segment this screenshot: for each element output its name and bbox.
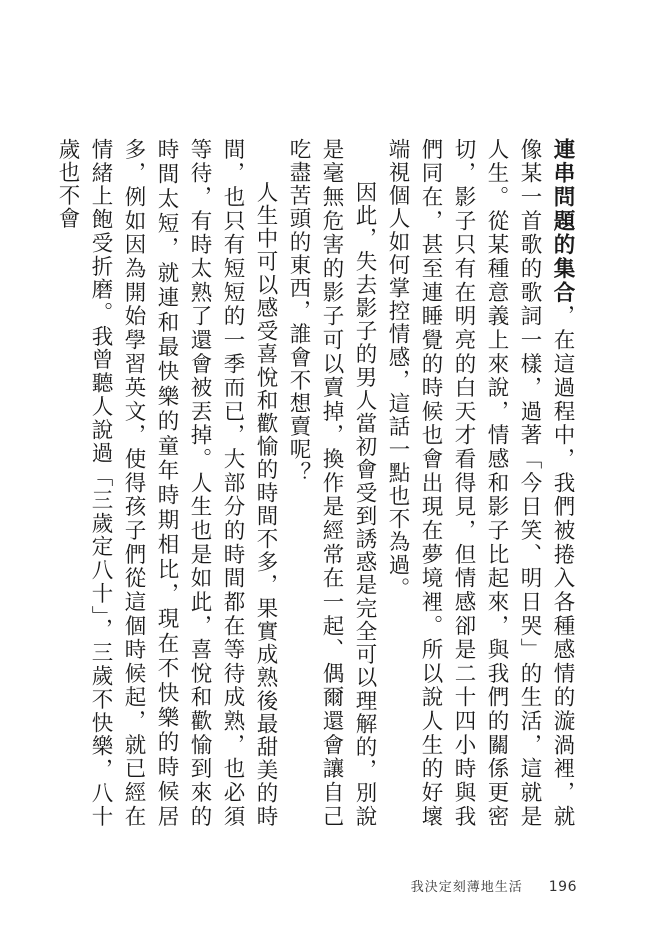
running-title: 我決定刻薄地生活	[410, 880, 523, 895]
paragraph-1-lead: 連串問題的集合	[550, 138, 575, 305]
paragraph-3: 人生中可以感受喜悅和歡愉的時間不多，果實成熟後最甜美的時間，也只有短短的一季而已，大部分的時間都在等待成熟，也必須等待，有時太熟了還會被丟掉。人生也是如此，喜悅和歡愉到來的時間太短，就連和最快樂的童年時期相比，現在不快樂的時候居多，例如因為開始學習英文，使得孩子們從這個時候起，就已經在情緒上飽受折磨。我曾聽人說過「三歲定八十」，三歲不快樂，八十歲也不會	[55, 138, 278, 828]
body-text	[55, 138, 579, 829]
page-footer	[411, 876, 577, 895]
paragraph-2: 因此，失去影子的男人當初會受到誘惑是完全可以理解的，別說是毫無危害的影子可以賣掉，換作是經常在一起、偶爾還會讓自己吃盡苦頭的東西，誰會不想賣呢？	[286, 138, 377, 828]
paragraph-1-text: ，在這過程中，我們被捲入各種感情的漩渦裡，就像某一首歌的歌詞一樣，過著「今日笑、明日哭」的生活，這就是人生。從某種意義上來說，情感和影子比起來，與我們的關係更密切，影子只有在明亮的白天才看得見，但情感卻是二十四小時與我們同在，甚至連睡覺的時候也會出現在夢境裡。所以說人生的好壞端視個人如何掌控情感，這話一點也不為過。	[385, 138, 575, 829]
page-number: 196	[548, 879, 577, 895]
paragraph-1	[381, 138, 579, 828]
